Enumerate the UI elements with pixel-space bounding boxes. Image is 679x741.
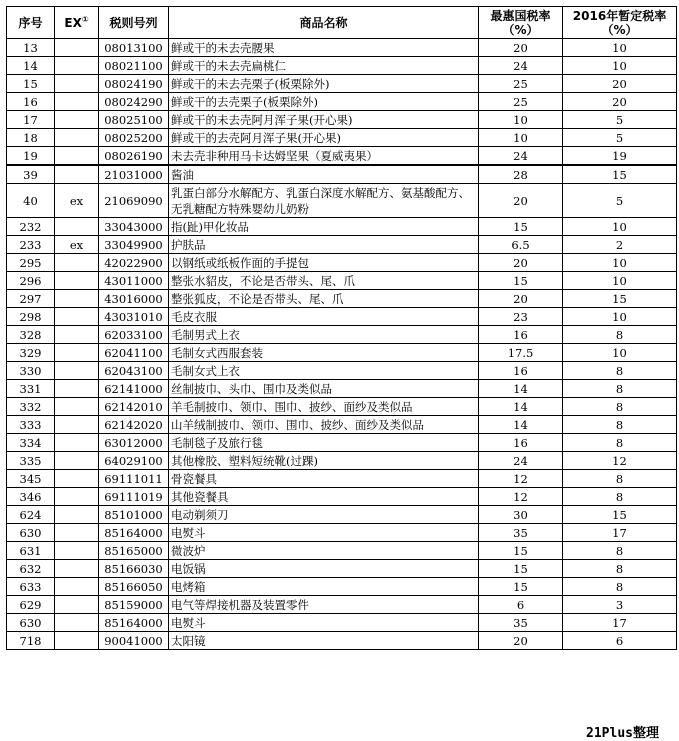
cell-product-name: 毛制男式上衣 [169, 326, 479, 344]
table-row [7, 326, 677, 344]
cell-ex [55, 129, 99, 147]
cell-code: 33043000 [99, 218, 169, 236]
cell-code: 85166030 [99, 560, 169, 578]
cell-ex: ex [55, 184, 99, 218]
cell-index: 718 [7, 632, 55, 650]
cell-code: 62033100 [99, 326, 169, 344]
cell-mfn-rate: 35 [479, 524, 563, 542]
cell-mfn-rate: 14 [479, 416, 563, 434]
cell-ex [55, 470, 99, 488]
cell-code: 43016000 [99, 290, 169, 308]
cell-code: 08026190 [99, 147, 169, 166]
table-row [7, 506, 677, 524]
cell-code: 62043100 [99, 362, 169, 380]
cell-index: 630 [7, 614, 55, 632]
cell-index: 14 [7, 57, 55, 75]
cell-product-name: 鲜或干的未去壳腰果 [169, 39, 479, 57]
table-body [7, 39, 677, 650]
cell-index: 334 [7, 434, 55, 452]
cell-ex [55, 57, 99, 75]
table-row [7, 614, 677, 632]
cell-product-name: 毛皮衣服 [169, 308, 479, 326]
cell-mfn-rate: 15 [479, 578, 563, 596]
cell-2016-rate: 8 [563, 326, 677, 344]
cell-mfn-rate: 23 [479, 308, 563, 326]
cell-2016-rate: 20 [563, 75, 677, 93]
cell-2016-rate: 10 [563, 39, 677, 57]
cell-index: 17 [7, 111, 55, 129]
cell-index: 345 [7, 470, 55, 488]
cell-mfn-rate: 14 [479, 398, 563, 416]
cell-2016-rate: 10 [563, 308, 677, 326]
cell-ex [55, 254, 99, 272]
cell-code: 85165000 [99, 542, 169, 560]
cell-product-name: 山羊绒制披巾、领巾、围巾、披纱、面纱及类似品 [169, 416, 479, 434]
cell-index: 329 [7, 344, 55, 362]
cell-product-name: 鲜或干的未去壳栗子(板栗除外) [169, 75, 479, 93]
cell-2016-rate: 8 [563, 398, 677, 416]
cell-ex [55, 614, 99, 632]
cell-product-name: 指(趾)甲化妆品 [169, 218, 479, 236]
header-index: 序号 [7, 7, 55, 39]
cell-2016-rate: 5 [563, 184, 677, 218]
table-row [7, 560, 677, 578]
cell-mfn-rate: 15 [479, 272, 563, 290]
cell-mfn-rate: 6.5 [479, 236, 563, 254]
cell-ex [55, 596, 99, 614]
cell-ex: ex [55, 236, 99, 254]
cell-code: 85164000 [99, 524, 169, 542]
cell-index: 331 [7, 380, 55, 398]
cell-index: 631 [7, 542, 55, 560]
cell-index: 632 [7, 560, 55, 578]
table-row [7, 290, 677, 308]
cell-mfn-rate: 16 [479, 326, 563, 344]
cell-product-name: 整张狐皮，不论是否带头、尾、爪 [169, 290, 479, 308]
cell-code: 85101000 [99, 506, 169, 524]
cell-ex [55, 39, 99, 57]
cell-product-name: 微波炉 [169, 542, 479, 560]
cell-ex [55, 272, 99, 290]
cell-product-name: 鲜或干的去壳阿月浑子果(开心果) [169, 129, 479, 147]
cell-2016-rate: 8 [563, 434, 677, 452]
table-row [7, 362, 677, 380]
header-ex [55, 7, 99, 39]
cell-ex [55, 434, 99, 452]
cell-mfn-rate: 10 [479, 129, 563, 147]
cell-code: 64029100 [99, 452, 169, 470]
cell-ex [55, 362, 99, 380]
cell-index: 39 [7, 165, 55, 184]
cell-product-name: 未去壳非种用马卡达姆坚果（夏威夷果） [169, 147, 479, 166]
table-row [7, 434, 677, 452]
header-2016-rate: 2016年暂定税率（%） [563, 7, 677, 39]
cell-ex [55, 632, 99, 650]
cell-code: 85166050 [99, 578, 169, 596]
cell-index: 18 [7, 129, 55, 147]
cell-code: 08025100 [99, 111, 169, 129]
cell-2016-rate: 15 [563, 165, 677, 184]
cell-mfn-rate: 20 [479, 254, 563, 272]
cell-mfn-rate: 6 [479, 596, 563, 614]
cell-product-name: 酱油 [169, 165, 479, 184]
cell-ex [55, 416, 99, 434]
table-header-row [7, 7, 677, 39]
header-ex-label: EX [64, 15, 82, 30]
cell-index: 295 [7, 254, 55, 272]
cell-index: 333 [7, 416, 55, 434]
cell-ex [55, 542, 99, 560]
cell-ex [55, 218, 99, 236]
cell-mfn-rate: 10 [479, 111, 563, 129]
cell-index: 233 [7, 236, 55, 254]
table-row [7, 524, 677, 542]
cell-mfn-rate: 20 [479, 184, 563, 218]
cell-product-name: 其他橡胶、塑料短统靴(过踝) [169, 452, 479, 470]
cell-mfn-rate: 30 [479, 506, 563, 524]
cell-2016-rate: 10 [563, 272, 677, 290]
cell-ex [55, 147, 99, 166]
cell-code: 08025200 [99, 129, 169, 147]
table-row [7, 398, 677, 416]
cell-code: 85159000 [99, 596, 169, 614]
cell-index: 19 [7, 147, 55, 166]
cell-mfn-rate: 24 [479, 57, 563, 75]
cell-2016-rate: 8 [563, 542, 677, 560]
cell-ex [55, 524, 99, 542]
cell-index: 16 [7, 93, 55, 111]
table-row [7, 218, 677, 236]
table-row [7, 308, 677, 326]
cell-code: 08021100 [99, 57, 169, 75]
table-row [7, 272, 677, 290]
cell-2016-rate: 2 [563, 236, 677, 254]
cell-2016-rate: 8 [563, 380, 677, 398]
table-row [7, 75, 677, 93]
cell-mfn-rate: 24 [479, 147, 563, 166]
header-name: 商品名称 [169, 7, 479, 39]
table-row [7, 470, 677, 488]
cell-2016-rate: 15 [563, 290, 677, 308]
table-row [7, 344, 677, 362]
cell-mfn-rate: 35 [479, 614, 563, 632]
cell-mfn-rate: 16 [479, 362, 563, 380]
cell-code: 69111011 [99, 470, 169, 488]
cell-index: 630 [7, 524, 55, 542]
cell-mfn-rate: 25 [479, 93, 563, 111]
header-mfn-rate: 最惠国税率（%） [479, 7, 563, 39]
cell-mfn-rate: 12 [479, 470, 563, 488]
cell-code: 21069090 [99, 184, 169, 218]
cell-index: 328 [7, 326, 55, 344]
cell-product-name: 鲜或干的未去壳扁桃仁 [169, 57, 479, 75]
cell-code: 08013100 [99, 39, 169, 57]
cell-product-name: 电饭锅 [169, 560, 479, 578]
table-row [7, 236, 677, 254]
cell-index: 629 [7, 596, 55, 614]
table-row [7, 416, 677, 434]
table-row [7, 93, 677, 111]
cell-2016-rate: 10 [563, 254, 677, 272]
cell-2016-rate: 10 [563, 344, 677, 362]
header-code: 税则号列 [99, 7, 169, 39]
cell-ex [55, 560, 99, 578]
cell-mfn-rate: 17.5 [479, 344, 563, 362]
cell-code: 69111019 [99, 488, 169, 506]
tariff-table [6, 6, 677, 650]
cell-code: 43011000 [99, 272, 169, 290]
cell-product-name: 毛制女式上衣 [169, 362, 479, 380]
table-row [7, 380, 677, 398]
table-row [7, 57, 677, 75]
cell-product-name: 整张水貂皮，不论是否带头、尾、爪 [169, 272, 479, 290]
cell-ex [55, 290, 99, 308]
table-row [7, 39, 677, 57]
cell-2016-rate: 12 [563, 452, 677, 470]
cell-ex [55, 93, 99, 111]
cell-ex [55, 488, 99, 506]
cell-mfn-rate: 15 [479, 218, 563, 236]
cell-mfn-rate: 15 [479, 542, 563, 560]
cell-product-name: 骨瓷餐具 [169, 470, 479, 488]
cell-code: 62141000 [99, 380, 169, 398]
cell-index: 13 [7, 39, 55, 57]
cell-product-name: 以钢纸或纸板作面的手提包 [169, 254, 479, 272]
cell-2016-rate: 15 [563, 506, 677, 524]
table-row [7, 452, 677, 470]
cell-ex [55, 398, 99, 416]
cell-2016-rate: 10 [563, 218, 677, 236]
cell-index: 15 [7, 75, 55, 93]
cell-index: 330 [7, 362, 55, 380]
cell-product-name: 鲜或干的未去壳阿月浑子果(开心果) [169, 111, 479, 129]
cell-2016-rate: 6 [563, 632, 677, 650]
cell-mfn-rate: 20 [479, 39, 563, 57]
cell-ex [55, 344, 99, 362]
cell-index: 40 [7, 184, 55, 218]
cell-mfn-rate: 14 [479, 380, 563, 398]
cell-index: 297 [7, 290, 55, 308]
cell-product-name: 鲜或干的去壳栗子(板栗除外) [169, 93, 479, 111]
cell-ex [55, 326, 99, 344]
cell-mfn-rate: 24 [479, 452, 563, 470]
cell-code: 21031000 [99, 165, 169, 184]
cell-mfn-rate: 25 [479, 75, 563, 93]
footer-credit: 21Plus整理 [586, 726, 659, 741]
cell-2016-rate: 8 [563, 470, 677, 488]
cell-index: 296 [7, 272, 55, 290]
cell-ex [55, 75, 99, 93]
cell-product-name: 丝制披巾、头巾、围巾及类似品 [169, 380, 479, 398]
cell-2016-rate: 8 [563, 560, 677, 578]
cell-2016-rate: 8 [563, 488, 677, 506]
cell-2016-rate: 17 [563, 614, 677, 632]
cell-product-name: 护肤品 [169, 236, 479, 254]
cell-product-name: 电气等焊接机器及装置零件 [169, 596, 479, 614]
cell-mfn-rate: 16 [479, 434, 563, 452]
cell-2016-rate: 8 [563, 416, 677, 434]
cell-product-name: 毛制女式西服套装 [169, 344, 479, 362]
cell-product-name: 电烤箱 [169, 578, 479, 596]
cell-product-name: 电动剃须刀 [169, 506, 479, 524]
table-row [7, 147, 677, 166]
cell-2016-rate: 8 [563, 578, 677, 596]
cell-code: 08024190 [99, 75, 169, 93]
cell-index: 346 [7, 488, 55, 506]
cell-product-name: 毛制毯子及旅行毯 [169, 434, 479, 452]
cell-ex [55, 452, 99, 470]
cell-code: 33049900 [99, 236, 169, 254]
cell-ex [55, 111, 99, 129]
cell-index: 332 [7, 398, 55, 416]
cell-mfn-rate: 28 [479, 165, 563, 184]
cell-code: 90041000 [99, 632, 169, 650]
cell-index: 633 [7, 578, 55, 596]
cell-code: 42022900 [99, 254, 169, 272]
cell-code: 43031010 [99, 308, 169, 326]
cell-product-name: 电熨斗 [169, 524, 479, 542]
cell-2016-rate: 5 [563, 111, 677, 129]
cell-ex [55, 308, 99, 326]
cell-code: 62142010 [99, 398, 169, 416]
cell-code: 08024290 [99, 93, 169, 111]
cell-ex [55, 165, 99, 184]
cell-mfn-rate: 12 [479, 488, 563, 506]
cell-product-name: 羊毛制披巾、领巾、围巾、披纱、面纱及类似品 [169, 398, 479, 416]
table-row [7, 542, 677, 560]
cell-code: 62142020 [99, 416, 169, 434]
cell-index: 232 [7, 218, 55, 236]
cell-code: 62041100 [99, 344, 169, 362]
cell-product-name: 太阳镜 [169, 632, 479, 650]
cell-index: 624 [7, 506, 55, 524]
cell-ex [55, 506, 99, 524]
cell-2016-rate: 20 [563, 93, 677, 111]
table-row [7, 111, 677, 129]
cell-2016-rate: 3 [563, 596, 677, 614]
cell-mfn-rate: 20 [479, 290, 563, 308]
cell-2016-rate: 17 [563, 524, 677, 542]
table-row [7, 129, 677, 147]
table-row [7, 254, 677, 272]
table-row [7, 596, 677, 614]
cell-product-name: 电熨斗 [169, 614, 479, 632]
table-row [7, 488, 677, 506]
cell-code: 63012000 [99, 434, 169, 452]
table-row [7, 578, 677, 596]
cell-ex [55, 578, 99, 596]
table-row [7, 165, 677, 184]
table-row [7, 632, 677, 650]
cell-2016-rate: 10 [563, 57, 677, 75]
cell-product-name: 乳蛋白部分水解配方、乳蛋白深度水解配方、氨基酸配方、无乳糖配方特殊婴幼儿奶粉 [169, 184, 479, 218]
cell-index: 298 [7, 308, 55, 326]
cell-2016-rate: 19 [563, 147, 677, 166]
cell-mfn-rate: 20 [479, 632, 563, 650]
header-ex-footnote-mark: ① [81, 14, 89, 24]
table-row [7, 184, 677, 218]
cell-2016-rate: 8 [563, 362, 677, 380]
cell-2016-rate: 5 [563, 129, 677, 147]
cell-ex [55, 380, 99, 398]
cell-index: 335 [7, 452, 55, 470]
cell-code: 85164000 [99, 614, 169, 632]
cell-mfn-rate: 15 [479, 560, 563, 578]
cell-product-name: 其他瓷餐具 [169, 488, 479, 506]
